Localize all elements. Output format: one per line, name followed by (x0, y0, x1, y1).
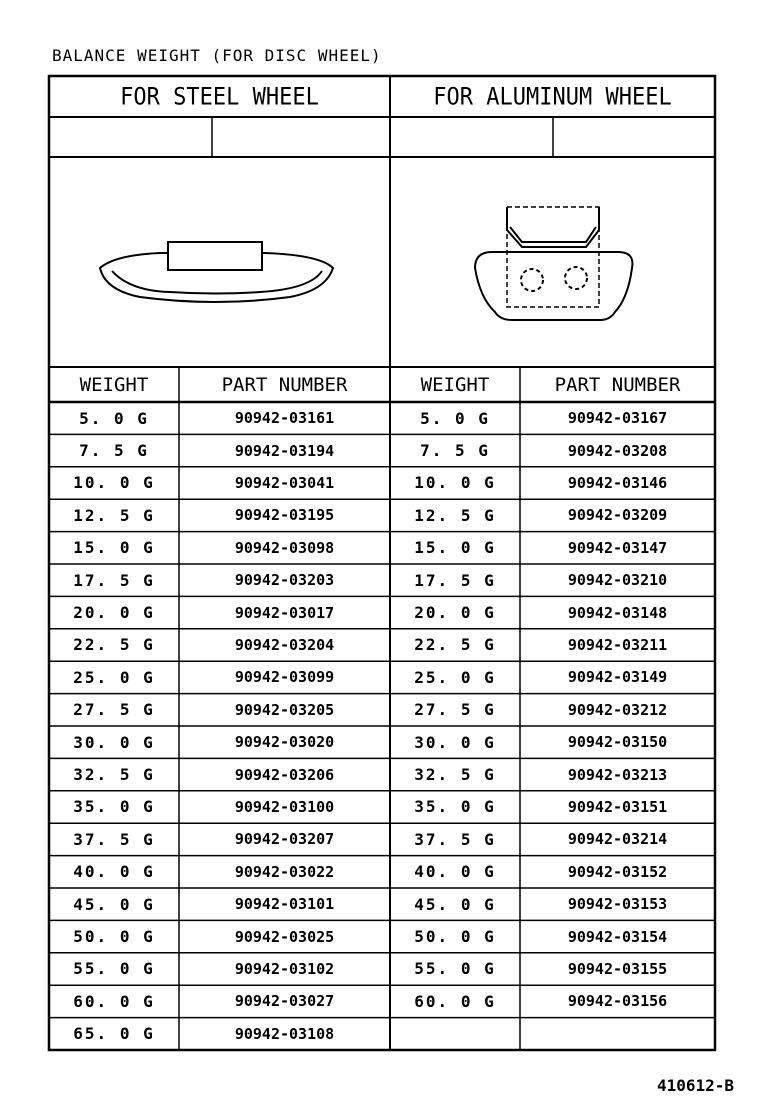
aluminum-part-number-cell: 90942-03153 (567, 895, 668, 914)
aluminum-weight-cell: 32. 5 G (414, 765, 496, 785)
steel-part-number-cell: 90942-03207 (234, 830, 335, 849)
steel-part-number-cell: 90942-03017 (234, 603, 335, 622)
aluminum-part-number-cell: 90942-03154 (567, 927, 668, 946)
aluminum-weight-cell: 40. 0 G (414, 862, 496, 882)
steel-part-number-cell: 90942-03098 (234, 538, 335, 557)
steel-weight-cell: 7. 5 G (79, 441, 149, 461)
steel-part-number-cell: 90942-03100 (234, 797, 335, 816)
aluminum-weight-cell: 17. 5 G (414, 570, 496, 590)
aluminum-part-number-cell: 90942-03210 (567, 571, 668, 590)
aluminum-weight-cell: 50. 0 G (414, 927, 496, 947)
steel-weight-cell: 10. 0 G (73, 473, 155, 493)
steel-part-number-cell: 90942-03195 (234, 506, 335, 525)
steel-part-number-cell: 90942-03205 (234, 700, 335, 719)
steel-weight-cell: 50. 0 G (73, 927, 155, 947)
steel-weight-cell: 55. 0 G (73, 959, 155, 979)
aluminum-part-number-cell: 90942-03146 (567, 473, 668, 492)
aluminum-weight-cell: 22. 5 G (414, 635, 496, 655)
aluminum-weight-cell: 37. 5 G (414, 829, 496, 849)
aluminum-weight-cell: 45. 0 G (414, 894, 496, 914)
steel-part-number-cell: 90942-03203 (234, 571, 335, 590)
steel-weight-cell: 12. 5 G (73, 505, 155, 525)
steel-part-number-cell: 90942-03027 (234, 992, 335, 1011)
steel-weight-cell: 30. 0 G (73, 732, 155, 752)
steel-weight-cell: 60. 0 G (73, 991, 155, 1011)
aluminum-weight-cell: 7. 5 G (420, 441, 490, 461)
aluminum-weight-cell: 30. 0 G (414, 732, 496, 752)
aluminum-part-number-cell: 90942-03212 (567, 700, 668, 719)
aluminum-part-number-cell: 90942-03208 (567, 441, 668, 460)
aluminum-weight-column-header: WEIGHT (420, 374, 490, 396)
steel-weight-cell: 35. 0 G (73, 797, 155, 817)
steel-weight-cell: 32. 5 G (73, 765, 155, 785)
steel-weight-cell: 17. 5 G (73, 570, 155, 590)
steel-weight-cell: 45. 0 G (73, 894, 155, 914)
aluminum-weight-cell: 10. 0 G (414, 473, 496, 493)
aluminum-part-number-cell: 90942-03151 (567, 797, 668, 816)
steel-part-number-cell: 90942-03025 (234, 927, 335, 946)
aluminum-weight-cell: 55. 0 G (414, 959, 496, 979)
aluminum-weight-cell: 60. 0 G (414, 991, 496, 1011)
steel-part-number-cell: 90942-03194 (234, 441, 335, 460)
aluminum-part-number-cell: 90942-03148 (567, 603, 668, 622)
steel-weight-cell: 65. 0 G (73, 1024, 155, 1044)
steel-part-number-cell: 90942-03206 (234, 765, 335, 784)
steel-part-number-cell: 90942-03102 (234, 959, 335, 978)
aluminum-weight-cell: 25. 0 G (414, 667, 496, 687)
aluminum-wheel-weight-illustration (470, 200, 640, 325)
aluminum-weight-cell: 20. 0 G (414, 603, 496, 623)
steel-part-number-cell: 90942-03161 (234, 409, 335, 428)
aluminum-weight-cell: 35. 0 G (414, 797, 496, 817)
aluminum-weight-cell: 5. 0 G (420, 408, 490, 428)
steel-weight-column-header: WEIGHT (79, 374, 149, 396)
steel-part-number-cell: 90942-03101 (234, 895, 335, 914)
aluminum-part-number-cell: 90942-03211 (567, 635, 668, 654)
aluminum-weight-cell: 27. 5 G (414, 700, 496, 720)
aluminum-part-number-cell: 90942-03147 (567, 538, 668, 557)
steel-part-number-cell: 90942-03022 (234, 862, 335, 881)
aluminum-part-number-cell: 90942-03156 (567, 992, 668, 1011)
steel-part-number-cell: 90942-03041 (234, 473, 335, 492)
aluminum-part-number-cell: 90942-03150 (567, 733, 668, 752)
steel-part-number-cell: 90942-03020 (234, 733, 335, 752)
diagram-code: 410612-B (657, 1076, 735, 1095)
steel-weight-cell: 27. 5 G (73, 700, 155, 720)
steel-part-number-cell: 90942-03204 (234, 635, 335, 654)
aluminum-wheel-heading: FOR ALUMINUM WHEEL (433, 83, 672, 112)
aluminum-part-number-cell: 90942-03167 (567, 409, 668, 428)
steel-weight-cell: 40. 0 G (73, 862, 155, 882)
steel-wheel-heading: FOR STEEL WHEEL (120, 83, 319, 112)
aluminum-part-number-cell: 90942-03155 (567, 959, 668, 978)
steel-part-number-cell: 90942-03108 (234, 1024, 335, 1043)
steel-weight-cell: 15. 0 G (73, 538, 155, 558)
aluminum-part-number-cell: 90942-03149 (567, 668, 668, 687)
steel-weight-cell: 22. 5 G (73, 635, 155, 655)
aluminum-weight-cell: 12. 5 G (414, 505, 496, 525)
steel-wheel-weight-illustration (90, 235, 340, 310)
steel-weight-cell: 5. 0 G (79, 408, 149, 428)
document-title: BALANCE WEIGHT (FOR DISC WHEEL) (52, 46, 382, 65)
steel-part-number-column-header: PART NUMBER (221, 374, 348, 396)
steel-weight-cell: 37. 5 G (73, 829, 155, 849)
aluminum-part-number-cell: 90942-03213 (567, 765, 668, 784)
aluminum-part-number-cell: 90942-03209 (567, 506, 668, 525)
aluminum-weight-cell: 15. 0 G (414, 538, 496, 558)
steel-part-number-cell: 90942-03099 (234, 668, 335, 687)
steel-weight-cell: 25. 0 G (73, 667, 155, 687)
steel-weight-cell: 20. 0 G (73, 603, 155, 623)
aluminum-part-number-cell: 90942-03152 (567, 862, 668, 881)
aluminum-part-number-cell: 90942-03214 (567, 830, 668, 849)
aluminum-part-number-column-header: PART NUMBER (554, 374, 681, 396)
